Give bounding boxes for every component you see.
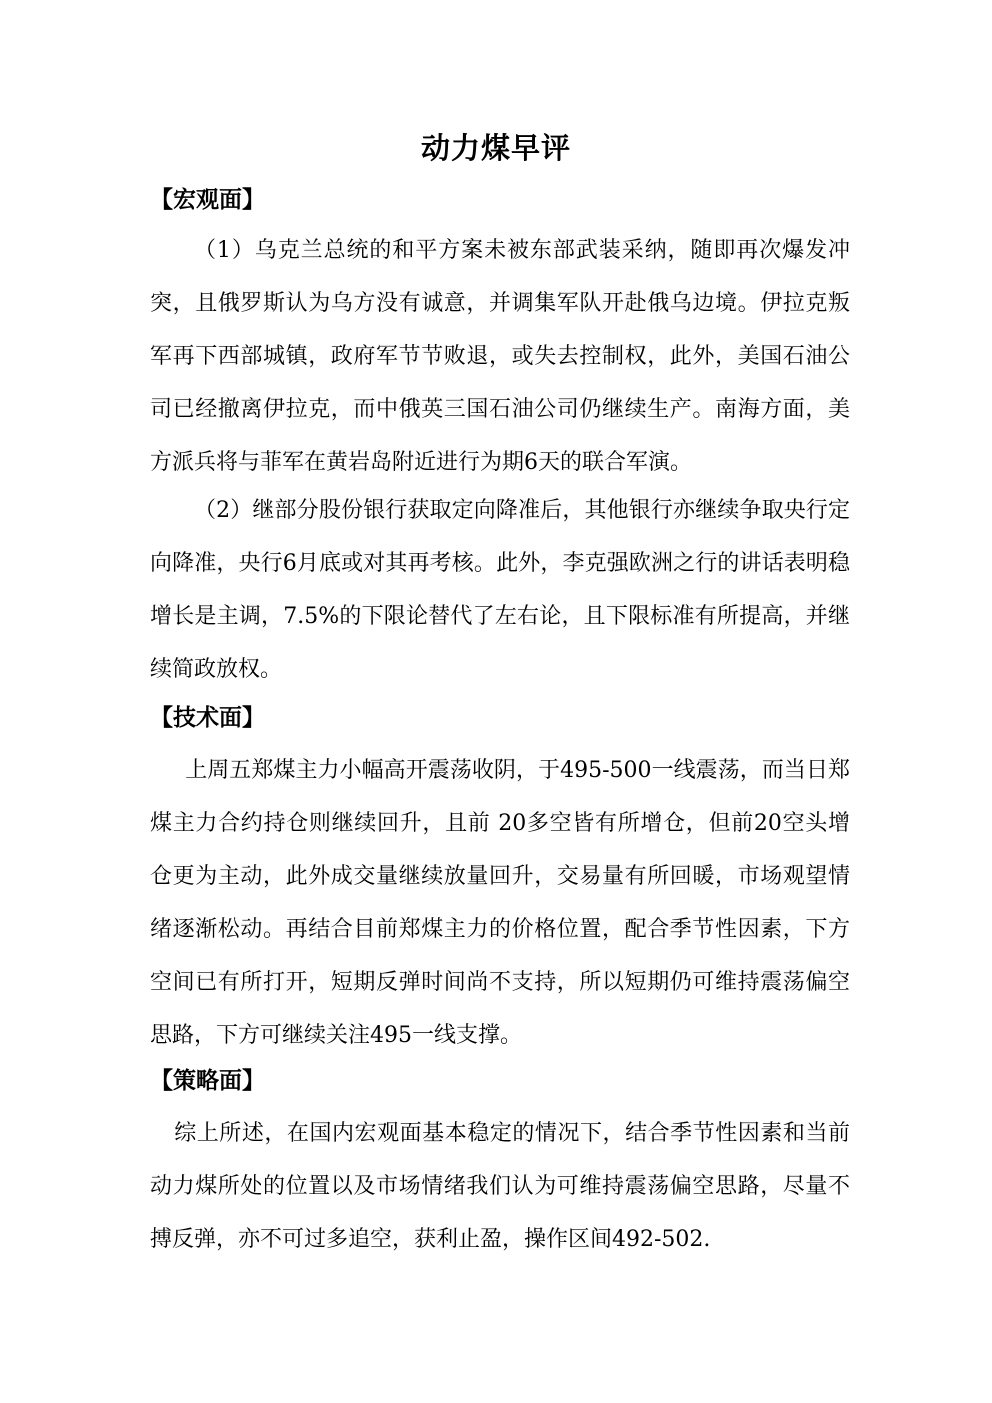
document-title: 动力煤早评 [420, 131, 571, 165]
technical-paragraph: 上周五郑煤主力小幅高开震荡收阴，于495-500一线震荡，而当日郑煤主力合约持仓则继续回升，且前 20多空皆有所增仓，但前20空头增仓更为主动，此外成交量继续放量回升，交易量有所回暖，市场观望情绪逐渐松动。再结合目前郑煤主力的价格位置，配合季节性因素，下方空间已有所打开，短期反弹时间尚不支持，所以短期仍可维持震荡偏空思路，下方可继续关注495一线支撑。 [150, 758, 850, 1048]
section-heading-macro: 【宏观面】 [150, 187, 265, 213]
macro-paragraph-1: （1）乌克兰总统的和平方案未被东部武装采纳，随即再次爆发冲突，且俄罗斯认为乌方没有诚意，并调集军队开赴俄乌边境。伊拉克叛军再下西部城镇，政府军节节败退，或失去控制权，此外，美国石油公司已经撤离伊拉克，而中俄英三国石油公司仍继续生产。南海方面，美方派兵将与菲军在黄岩岛附近进行为期6天的联合军演。 [150, 238, 850, 475]
section-heading-technical: 【技术面】 [150, 705, 265, 731]
section-heading-strategy: 【策略面】 [150, 1068, 265, 1094]
macro-paragraph-2: （2）继部分股份银行获取定向降准后，其他银行亦继续争取央行定向降准，央行6月底或对其再考核。此外，李克强欧洲之行的讲话表明稳增长是主调，7.5%的下限论替代了左右论，且下限标准有所提高，并继续简政放权。 [150, 498, 850, 682]
strategy-paragraph: 综上所述，在国内宏观面基本稳定的情况下，结合季节性因素和当前动力煤所处的位置以及市场情绪我们认为可维持震荡偏空思路，尽量不搏反弹，亦不可过多追空，获利止盈，操作区间492-502. [150, 1121, 850, 1252]
